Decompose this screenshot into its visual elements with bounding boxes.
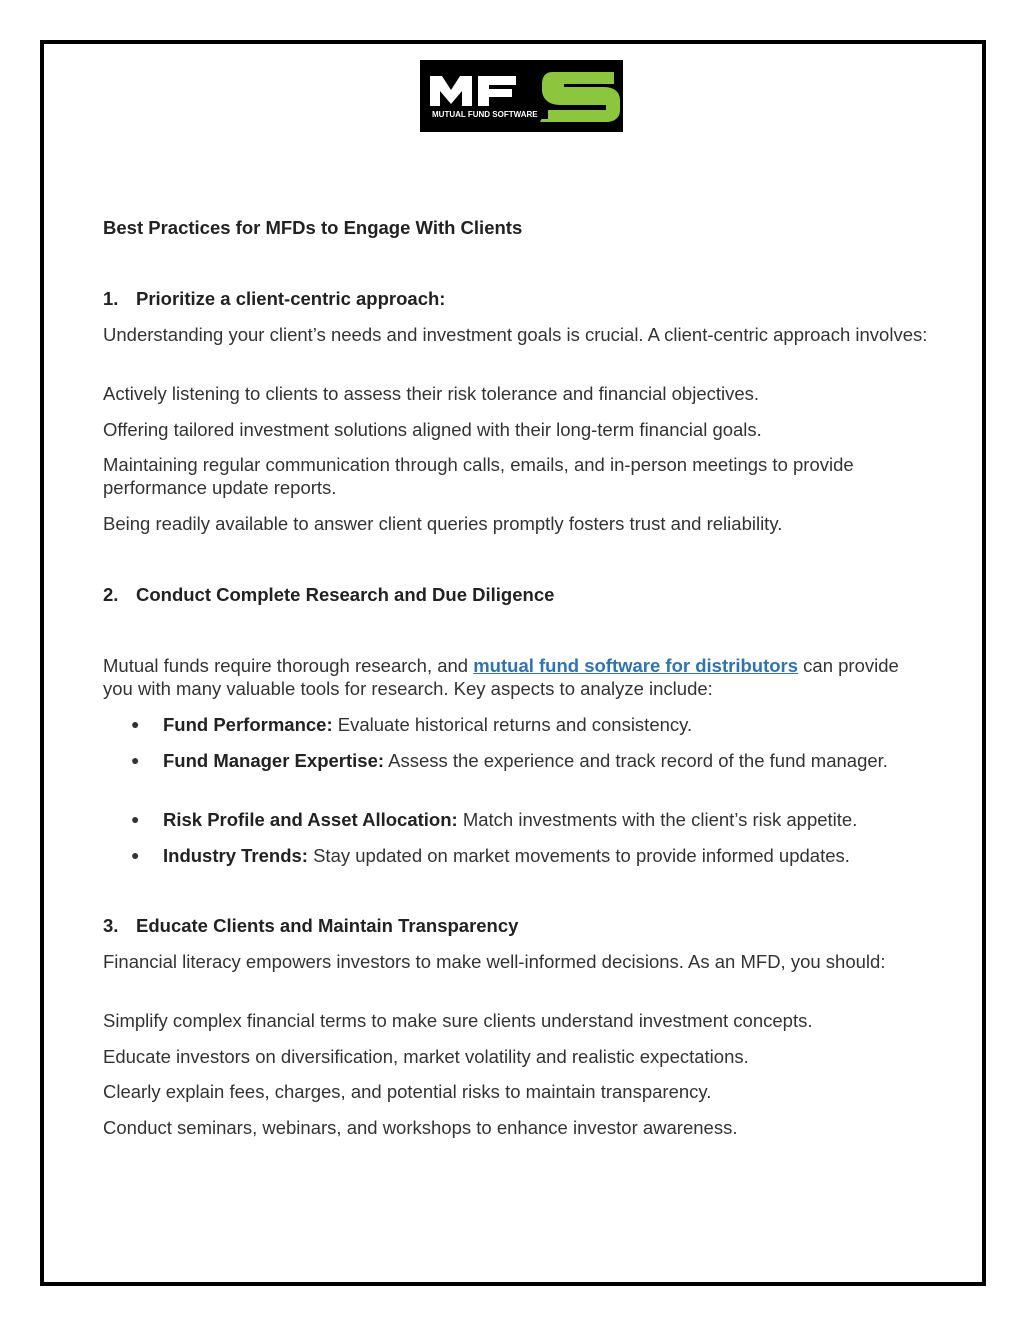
section-3-intro: Financial literacy empowers investors to make well-informed decisions. As an MFD, you should: [103, 951, 886, 972]
section-3-number: 3. [103, 915, 119, 936]
section-2-intro-start: Mutual funds require thorough research, and [103, 655, 474, 676]
bullet-label: Fund Performance: [163, 714, 333, 735]
section-3-point: Educate investors on diversification, market volatility and realistic expectations. [103, 1046, 749, 1067]
bullet-label: Fund Manager Expertise: [163, 750, 385, 771]
section-1-point: Being readily available to answer client queries promptly fosters trust and reliability. [103, 513, 783, 534]
bullet-icon: ● [131, 752, 140, 768]
bullet-text: Evaluate historical returns and consistency. [332, 714, 693, 735]
section-2-intro-end: can provide you with many valuable tools for research. Key aspects to analyze include: [103, 655, 899, 699]
section-1-point: Actively listening to clients to assess their risk tolerance and financial objectives. [103, 383, 760, 404]
mfs-logo [420, 60, 623, 132]
section-2-intro [103, 654, 933, 700]
list-item [103, 808, 918, 831]
section-3-point: Conduct seminars, webinars, and workshops to enhance investor awareness. [103, 1117, 738, 1138]
bullet-icon: ● [131, 716, 140, 732]
bullet-text: Match investments with the client’s risk appetite. [457, 809, 858, 830]
section-2-heading [103, 583, 554, 606]
list-item [103, 713, 918, 736]
bullet-text: Stay updated on market movements to provide informed updates. [307, 845, 850, 866]
bullet-label: Industry Trends: [163, 845, 308, 866]
section-1-heading-text: Prioritize a client-centric approach: [136, 288, 446, 309]
section-2-heading-text: Conduct Complete Research and Due Diligence [136, 584, 555, 605]
section-1-intro: Understanding your client’s needs and investment goals is crucial. A client-centric approach involves: [103, 324, 928, 345]
section-3-heading-text: Educate Clients and Maintain Transparency [136, 915, 519, 936]
mutual-fund-software-link[interactable]: mutual fund software for distributors [473, 655, 799, 676]
bullet-label: Risk Profile and Asset Allocation: [163, 809, 458, 830]
document-title: Best Practices for MFDs to Engage With Clients [103, 217, 523, 238]
section-3-point: Simplify complex financial terms to make sure clients understand investment concepts. [103, 1010, 813, 1031]
section-1-point: Maintaining regular communication through calls, emails, and in-person meetings to provide performance update reports. [103, 454, 854, 498]
section-3-point: Clearly explain fees, charges, and potential risks to maintain transparency. [103, 1081, 712, 1102]
section-3-heading [103, 914, 518, 937]
bullet-icon: ● [131, 847, 140, 863]
section-1-heading [103, 287, 445, 310]
list-item [103, 844, 918, 867]
bullet-text: Assess the experience and track record of the fund manager. [384, 750, 888, 771]
list-item [103, 749, 918, 772]
logo-tagline: MUTUAL FUND SOFTWARE [432, 110, 538, 119]
section-2-number: 2. [103, 584, 119, 605]
bullet-icon: ● [131, 811, 140, 827]
section-1-number: 1. [103, 288, 119, 309]
section-1-point: Offering tailored investment solutions aligned with their long-term financial goals. [103, 419, 762, 440]
